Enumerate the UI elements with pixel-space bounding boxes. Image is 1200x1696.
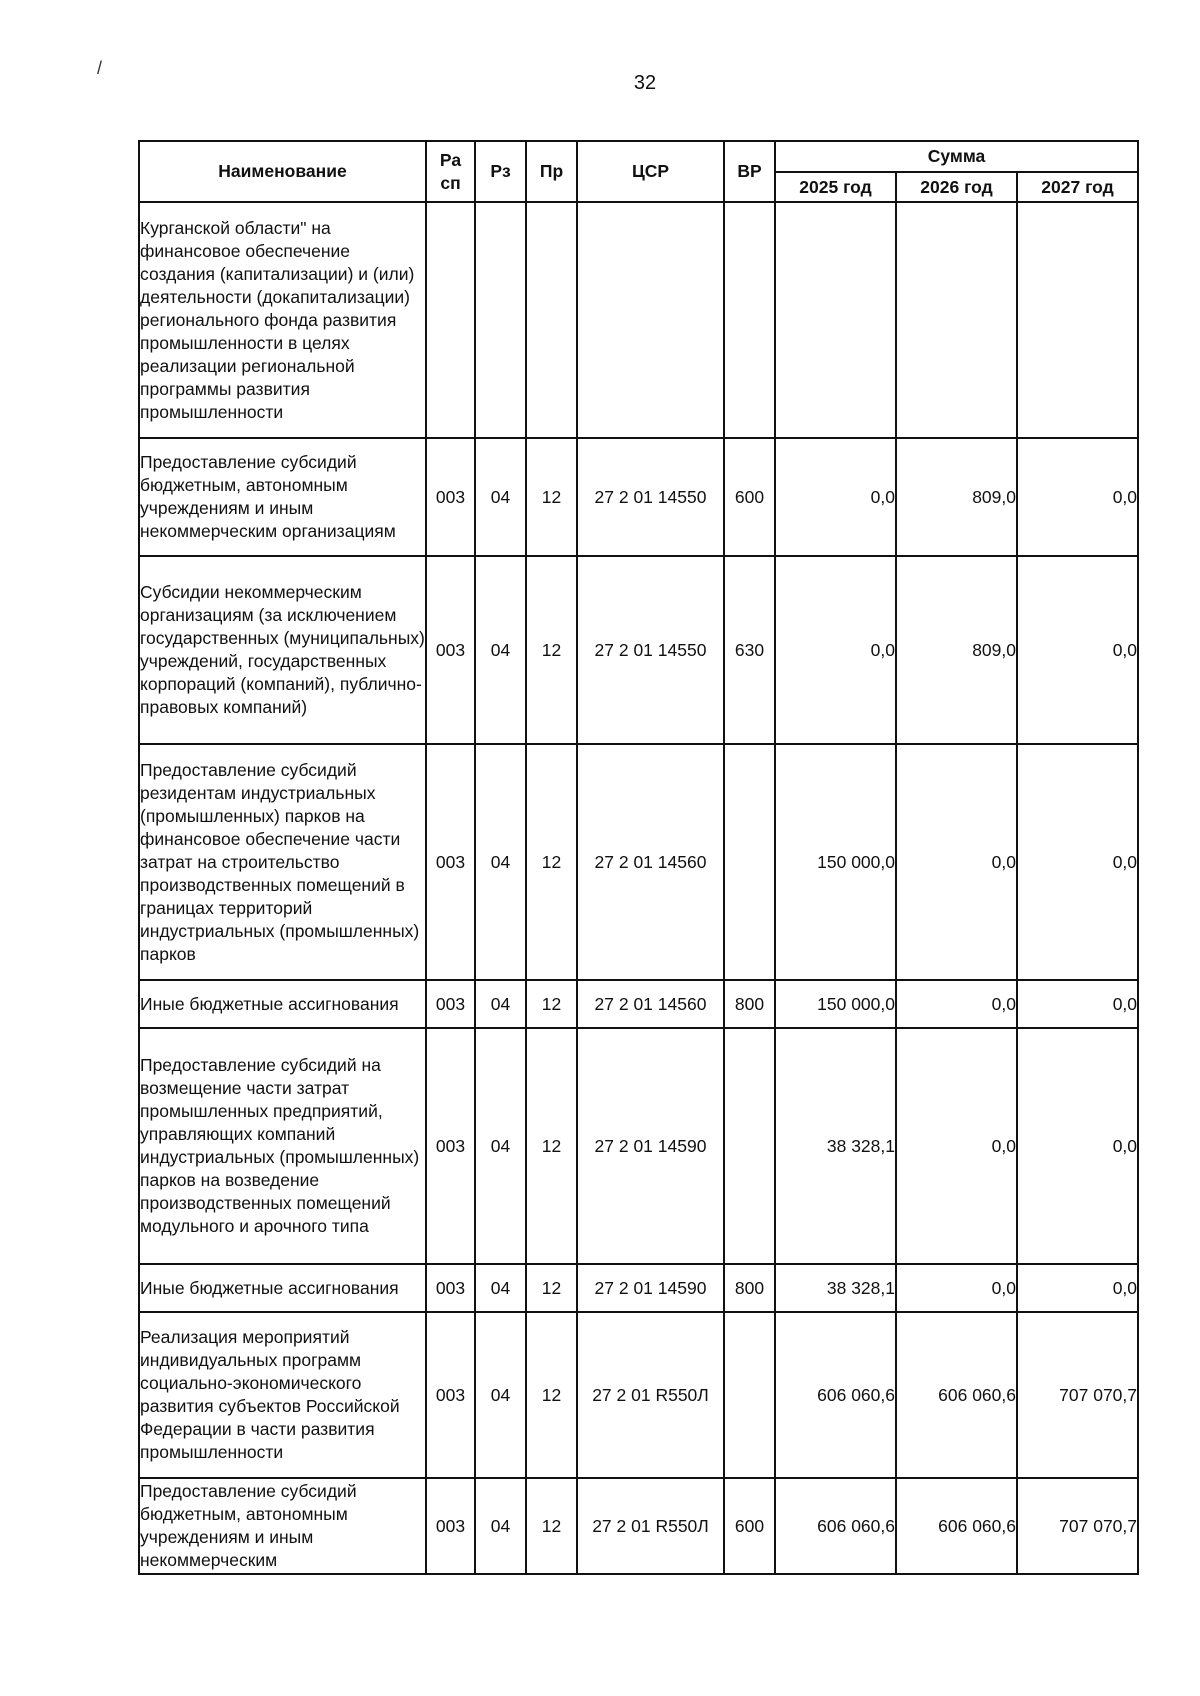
row-csr: 27 2 01 14560 xyxy=(577,744,724,980)
row-rz: 04 xyxy=(475,556,526,744)
row-sum-2027: 0,0 xyxy=(1017,980,1138,1028)
header-pr: Пр xyxy=(526,141,577,202)
row-name: Предоставление субсидий резидентам индустриальных (промышленных) парков на финансовое обеспечение части затрат на строительство производственных помещений в границах территорий индустриальных (промышленных) парков xyxy=(139,744,426,980)
row-pr: 12 xyxy=(526,744,577,980)
row-vr xyxy=(724,202,775,438)
header-rasp: Ра сп xyxy=(426,141,475,202)
row-sum-2027: 0,0 xyxy=(1017,1028,1138,1264)
table-row xyxy=(139,202,1138,438)
row-sum-2026: 606 060,6 xyxy=(896,1478,1017,1574)
row-csr: 27 2 01 R550Л xyxy=(577,1312,724,1478)
row-csr: 27 2 01 14560 xyxy=(577,980,724,1028)
table-row xyxy=(139,980,1138,1028)
row-sum-2026: 0,0 xyxy=(896,980,1017,1028)
row-rasp: 003 xyxy=(426,1478,475,1574)
row-sum-2026 xyxy=(896,202,1017,438)
row-vr: 600 xyxy=(724,438,775,556)
row-sum-2027: 0,0 xyxy=(1017,438,1138,556)
header-csr: ЦСР xyxy=(577,141,724,202)
row-pr: 12 xyxy=(526,438,577,556)
row-vr: 600 xyxy=(724,1478,775,1574)
row-pr: 12 xyxy=(526,1478,577,1574)
row-sum-2026: 0,0 xyxy=(896,744,1017,980)
row-sum-2025: 38 328,1 xyxy=(775,1028,896,1264)
row-name: Предоставление субсидий бюджетным, автономным учреждениям и иным некоммерческим xyxy=(139,1478,426,1574)
row-sum-2027 xyxy=(1017,202,1138,438)
row-pr xyxy=(526,202,577,438)
row-rasp: 003 xyxy=(426,744,475,980)
table-row xyxy=(139,1028,1138,1264)
table-row xyxy=(139,438,1138,556)
row-csr: 27 2 01 14590 xyxy=(577,1264,724,1312)
row-csr xyxy=(577,202,724,438)
row-name: Иные бюджетные ассигнования xyxy=(139,980,426,1028)
row-csr: 27 2 01 R550Л xyxy=(577,1478,724,1574)
table-header xyxy=(139,141,1138,202)
row-rasp: 003 xyxy=(426,980,475,1028)
row-sum-2025: 606 060,6 xyxy=(775,1312,896,1478)
table-body xyxy=(139,202,1138,1574)
row-vr xyxy=(724,1312,775,1478)
row-vr xyxy=(724,1028,775,1264)
row-name: Предоставление субсидий бюджетным, автономным учреждениям и иным некоммерческим организациям xyxy=(139,438,426,556)
table-row xyxy=(139,1264,1138,1312)
row-csr: 27 2 01 14550 xyxy=(577,556,724,744)
header-sum: Сумма xyxy=(775,141,1138,172)
row-rz: 04 xyxy=(475,1478,526,1574)
row-name: Курганской области" на финансовое обеспечение создания (капитализации) и (или) деятельности (докапитализации) регионального фонда развития промышленности в целях реализации региональной программы развития промышленности xyxy=(139,202,426,438)
row-sum-2026: 0,0 xyxy=(896,1264,1017,1312)
table-row xyxy=(139,556,1138,744)
row-rasp: 003 xyxy=(426,1028,475,1264)
row-rasp xyxy=(426,202,475,438)
row-csr: 27 2 01 14590 xyxy=(577,1028,724,1264)
budget-table xyxy=(138,140,1139,1575)
table-row xyxy=(139,744,1138,980)
row-sum-2025: 150 000,0 xyxy=(775,744,896,980)
row-name: Предоставление субсидий на возмещение части затрат промышленных предприятий, управляющих компаний индустриальных (промышленных) парков на возведение производственных помещений модульного и арочного типа xyxy=(139,1028,426,1264)
header-name: Наименование xyxy=(139,141,426,202)
row-sum-2026: 0,0 xyxy=(896,1028,1017,1264)
row-rz: 04 xyxy=(475,438,526,556)
header-vr: ВР xyxy=(724,141,775,202)
row-vr: 800 xyxy=(724,1264,775,1312)
row-rz: 04 xyxy=(475,1028,526,1264)
row-sum-2025: 0,0 xyxy=(775,556,896,744)
row-pr: 12 xyxy=(526,1312,577,1478)
row-pr: 12 xyxy=(526,980,577,1028)
row-sum-2026: 809,0 xyxy=(896,438,1017,556)
row-rz: 04 xyxy=(475,1312,526,1478)
row-sum-2027: 707 070,7 xyxy=(1017,1478,1138,1574)
row-sum-2025: 606 060,6 xyxy=(775,1478,896,1574)
row-csr: 27 2 01 14550 xyxy=(577,438,724,556)
row-rasp: 003 xyxy=(426,438,475,556)
row-rz: 04 xyxy=(475,1264,526,1312)
row-sum-2027: 707 070,7 xyxy=(1017,1312,1138,1478)
row-sum-2025: 150 000,0 xyxy=(775,980,896,1028)
row-pr: 12 xyxy=(526,1264,577,1312)
table-row xyxy=(139,1478,1138,1574)
header-2025: 2025 год xyxy=(775,172,896,202)
row-pr: 12 xyxy=(526,1028,577,1264)
row-name: Реализация мероприятий индивидуальных программ социально-экономического развития субъектов Российской Федерации в части развития промышленности xyxy=(139,1312,426,1478)
table-row xyxy=(139,1312,1138,1478)
row-sum-2026: 606 060,6 xyxy=(896,1312,1017,1478)
row-sum-2025: 0,0 xyxy=(775,438,896,556)
row-sum-2025: 38 328,1 xyxy=(775,1264,896,1312)
row-sum-2025 xyxy=(775,202,896,438)
row-pr: 12 xyxy=(526,556,577,744)
row-rz xyxy=(475,202,526,438)
row-sum-2026: 809,0 xyxy=(896,556,1017,744)
row-rasp: 003 xyxy=(426,1312,475,1478)
page-number: 32 xyxy=(633,72,657,94)
stray-mark: / xyxy=(97,58,103,78)
row-sum-2027: 0,0 xyxy=(1017,556,1138,744)
row-sum-2027: 0,0 xyxy=(1017,744,1138,980)
header-2027: 2027 год xyxy=(1017,172,1138,202)
row-vr: 800 xyxy=(724,980,775,1028)
row-vr: 630 xyxy=(724,556,775,744)
row-sum-2027: 0,0 xyxy=(1017,1264,1138,1312)
row-name: Субсидии некоммерческим организациям (за исключением государственных (муниципальных) учреждений, государственных корпораций (компаний), публично-правовых компаний) xyxy=(139,556,426,744)
row-name: Иные бюджетные ассигнования xyxy=(139,1264,426,1312)
row-rasp: 003 xyxy=(426,556,475,744)
row-rz: 04 xyxy=(475,744,526,980)
row-vr xyxy=(724,744,775,980)
row-rasp: 003 xyxy=(426,1264,475,1312)
header-2026: 2026 год xyxy=(896,172,1017,202)
row-rz: 04 xyxy=(475,980,526,1028)
header-rz: Рз xyxy=(475,141,526,202)
